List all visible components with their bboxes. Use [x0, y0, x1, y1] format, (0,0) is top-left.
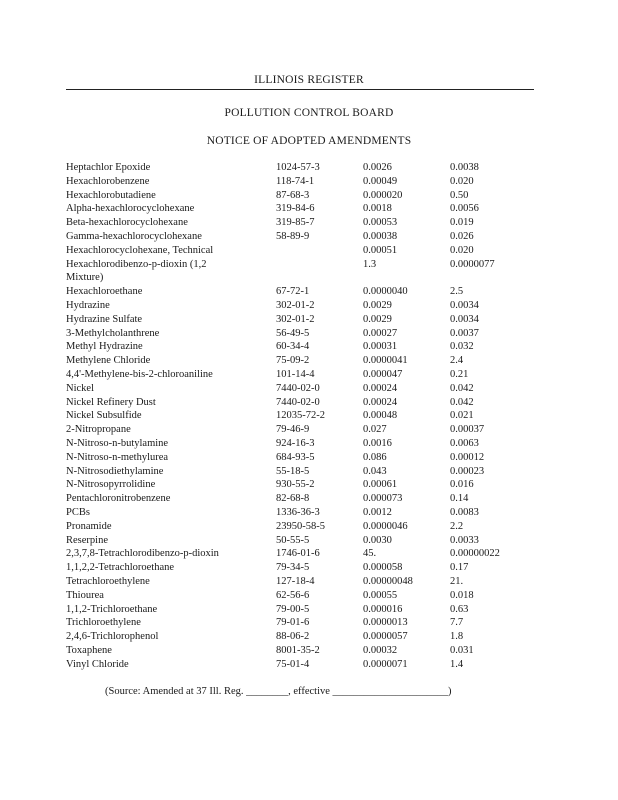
- value-column-2: 0.032: [450, 341, 474, 353]
- table-row: [66, 396, 546, 410]
- cas-number: 8001-35-2: [276, 644, 320, 656]
- cas-number: 75-09-2: [276, 355, 310, 367]
- cas-number: 319-84-6: [276, 203, 315, 215]
- value-column-2: 0.00012: [450, 451, 485, 463]
- chemical-name: 3-Methylcholanthrene: [66, 327, 160, 339]
- table-row: [66, 451, 546, 465]
- chemical-name: PCBs: [66, 506, 90, 518]
- cas-number: 82-68-8: [276, 493, 310, 505]
- cas-number: 79-01-6: [276, 617, 310, 629]
- value-column-2: 2.4: [450, 355, 464, 367]
- value-column-1: 0.00049: [363, 175, 398, 187]
- chemical-name: Mixture): [66, 272, 104, 284]
- chemical-name: Beta-hexachlorocyclohexane: [66, 217, 188, 229]
- register-title: ILLINOIS REGISTER: [254, 74, 364, 86]
- table-row: [66, 520, 546, 534]
- table-row: [66, 547, 546, 561]
- value-column-2: 7.7: [450, 617, 464, 629]
- table-row: [66, 313, 546, 327]
- value-column-1: 0.00032: [363, 644, 398, 656]
- table-row: [66, 368, 546, 382]
- value-column-1: 1.3: [363, 258, 377, 270]
- cas-number: 58-89-9: [276, 230, 310, 242]
- table-row: [66, 616, 546, 630]
- value-column-1: 0.0012: [363, 506, 392, 518]
- value-column-1: [363, 271, 450, 285]
- value-column-2: 0.020: [450, 244, 474, 256]
- cas-number: [276, 244, 363, 258]
- table-row: [66, 340, 546, 354]
- value-column-1: 0.0030: [363, 534, 392, 546]
- table-row: [66, 423, 546, 437]
- table-row: [66, 644, 546, 658]
- value-column-2: 0.21: [450, 368, 469, 380]
- value-column-2: 0.021: [450, 410, 474, 422]
- value-column-1: 0.086: [363, 451, 387, 463]
- cas-number: 302-01-2: [276, 299, 315, 311]
- cas-number: 7440-02-0: [276, 396, 320, 408]
- value-column-2: 1.8: [450, 631, 464, 643]
- value-column-1: 0.00024: [363, 382, 398, 394]
- value-column-2: 0.14: [450, 493, 469, 505]
- table-row: [66, 465, 546, 479]
- chemical-name: 2,3,7,8-Tetrachlorodibenzo-p-dioxin: [66, 548, 219, 560]
- value-column-2: 0.031: [450, 644, 474, 656]
- table-row: [66, 630, 546, 644]
- value-column-2: [450, 271, 546, 285]
- table-row: [66, 285, 546, 299]
- cas-number: 101-14-4: [276, 368, 315, 380]
- value-column-1: 0.0029: [363, 313, 392, 325]
- chemical-table: [66, 161, 546, 671]
- value-column-1: 0.0026: [363, 162, 392, 173]
- table-row: [66, 603, 546, 617]
- table-row: [66, 202, 546, 216]
- value-column-1: 0.027: [363, 424, 387, 436]
- table-row: [66, 258, 546, 272]
- table-row: [66, 658, 546, 672]
- value-column-1: 0.0018: [363, 203, 392, 215]
- chemical-name: Heptachlor Epoxide: [66, 162, 151, 173]
- table-row: [66, 244, 546, 258]
- value-column-1: 0.00000048: [363, 575, 413, 587]
- value-column-1: 0.0016: [363, 437, 392, 449]
- value-column-2: 0.0083: [450, 506, 479, 518]
- chemical-name: 1,1,2,2-Tetrachloroethane: [66, 562, 175, 574]
- table-row: [66, 409, 546, 423]
- chemical-name: Trichloroethylene: [66, 617, 141, 629]
- cas-number: 50-55-5: [276, 534, 310, 546]
- value-column-2: 0.00000022: [450, 548, 500, 560]
- chemical-name: Hexachlorocyclohexane, Technical: [66, 244, 214, 256]
- value-column-1: 45.: [363, 548, 377, 560]
- chemical-name: Vinyl Chloride: [66, 658, 129, 670]
- cas-number: 79-46-9: [276, 424, 310, 436]
- value-column-1: 0.043: [363, 465, 387, 477]
- value-column-1: 0.0029: [363, 299, 392, 311]
- chemical-name: 1,1,2-Trichloroethane: [66, 603, 158, 615]
- value-column-2: 0.0038: [450, 162, 479, 173]
- value-column-2: 0.0034: [450, 299, 479, 311]
- chemical-name: Alpha-hexachlorocyclohexane: [66, 203, 195, 215]
- chemical-name: Gamma-hexachlorocyclohexane: [66, 230, 202, 242]
- value-column-2: 0.0033: [450, 534, 479, 546]
- chemical-name: N-Nitrosopyrrolidine: [66, 479, 156, 491]
- table-row: [66, 175, 546, 189]
- value-column-1: 0.0000057: [363, 631, 408, 643]
- chemical-name: Hydrazine Sulfate: [66, 313, 143, 325]
- value-column-2: 21.: [450, 575, 464, 587]
- chemical-name: 2-Nitropropane: [66, 424, 131, 436]
- value-column-1: 0.0000041: [363, 355, 408, 367]
- value-column-2: 0.026: [450, 230, 474, 242]
- chemical-name: Hydrazine: [66, 299, 110, 311]
- chemical-name: Hexachlorobenzene: [66, 175, 150, 187]
- cas-number: 684-93-5: [276, 451, 315, 463]
- value-column-2: 0.020: [450, 175, 474, 187]
- value-column-2: 0.019: [450, 217, 474, 229]
- value-column-1: 0.00051: [363, 244, 398, 256]
- value-column-2: 0.50: [450, 189, 469, 201]
- cas-number: 118-74-1: [276, 175, 315, 187]
- cas-number: 60-34-4: [276, 341, 310, 353]
- value-column-2: 0.00023: [450, 465, 485, 477]
- value-column-2: 0.042: [450, 382, 474, 394]
- cas-number: 12035-72-2: [276, 410, 325, 422]
- value-column-1: 0.00038: [363, 230, 398, 242]
- value-column-2: 0.00037: [450, 424, 485, 436]
- cas-number: 88-06-2: [276, 631, 310, 643]
- value-column-2: 0.018: [450, 589, 474, 601]
- table-row: [66, 354, 546, 368]
- cas-number: 55-18-5: [276, 465, 310, 477]
- cas-number: 56-49-5: [276, 327, 310, 339]
- chemical-name: Nickel Refinery Dust: [66, 396, 156, 408]
- chemical-name: Pentachloronitrobenzene: [66, 493, 171, 505]
- chemical-name: Hexachlorobutadiene: [66, 189, 156, 201]
- cas-number: 23950-58-5: [276, 520, 325, 532]
- table-row: [66, 561, 546, 575]
- table-row: [66, 230, 546, 244]
- table-row: [66, 327, 546, 341]
- chemical-name: Nickel Subsulfide: [66, 410, 142, 422]
- table-row: [66, 534, 546, 548]
- cas-number: 79-34-5: [276, 562, 310, 574]
- chemical-name: Methyl Hydrazine: [66, 341, 143, 353]
- cas-number: 127-18-4: [276, 575, 315, 587]
- value-column-2: 2.5: [450, 286, 464, 298]
- cas-number: 87-68-3: [276, 189, 310, 201]
- table-row: [66, 437, 546, 451]
- table-row: [66, 299, 546, 313]
- table-row: [66, 216, 546, 230]
- table-row: [66, 161, 546, 175]
- cas-number: 924-16-3: [276, 437, 315, 449]
- value-column-2: 0.17: [450, 562, 469, 574]
- value-column-1: 0.000020: [363, 189, 403, 201]
- chemical-name: Reserpine: [66, 534, 108, 546]
- table-row: [66, 506, 546, 520]
- value-column-1: 0.00027: [363, 327, 398, 339]
- cas-number: 930-55-2: [276, 479, 315, 491]
- chemical-name: N-Nitrosodiethylamine: [66, 465, 164, 477]
- table-row: [66, 478, 546, 492]
- cas-number: 67-72-1: [276, 286, 310, 298]
- table-row: [66, 189, 546, 203]
- value-column-1: 0.00055: [363, 589, 398, 601]
- value-column-2: 0.0037: [450, 327, 479, 339]
- value-column-1: 0.00061: [363, 479, 398, 491]
- cas-number: 62-56-6: [276, 589, 310, 601]
- chemical-name: Hexachlorodibenzo-p-dioxin (1,2: [66, 258, 207, 270]
- cas-number: 1336-36-3: [276, 506, 320, 518]
- chemical-name: Toxaphene: [66, 644, 112, 656]
- value-column-1: 0.000016: [363, 603, 403, 615]
- chemical-name: 4,4'-Methylene-bis-2-chloroaniline: [66, 368, 213, 380]
- source-note: (Source: Amended at 37 Ill. Reg. ________, effective ______________________): [105, 686, 452, 697]
- value-column-1: 0.0000046: [363, 520, 408, 532]
- value-column-1: 0.0000013: [363, 617, 408, 629]
- cas-number: 75-01-4: [276, 658, 310, 670]
- chemical-name: Nickel: [66, 382, 94, 394]
- header-rule: [66, 89, 534, 90]
- value-column-2: 0.63: [450, 603, 469, 615]
- cas-number: 7440-02-0: [276, 382, 320, 394]
- chemical-name: N-Nitroso-n-methylurea: [66, 451, 169, 463]
- chemical-name: Methylene Chloride: [66, 355, 151, 367]
- cas-number: 79-00-5: [276, 603, 310, 615]
- chemical-name: Pronamide: [66, 520, 112, 532]
- chemical-name: Thiourea: [66, 589, 104, 601]
- cas-number: [276, 271, 363, 285]
- value-column-1: 0.00048: [363, 410, 398, 422]
- value-column-2: 1.4: [450, 658, 464, 670]
- cas-number: 1024-57-3: [276, 162, 320, 173]
- chemical-name: Tetrachloroethylene: [66, 575, 150, 587]
- cas-number: 302-01-2: [276, 313, 315, 325]
- value-column-1: 0.000073: [363, 493, 403, 505]
- value-column-1: 0.00031: [363, 341, 398, 353]
- value-column-1: 0.000047: [363, 368, 403, 380]
- cas-number: 319-85-7: [276, 217, 315, 229]
- value-column-2: 2.2: [450, 520, 464, 532]
- value-column-2: 0.0063: [450, 437, 479, 449]
- cas-number: [276, 258, 363, 272]
- chemical-name: N-Nitroso-n-butylamine: [66, 437, 169, 449]
- value-column-1: 0.0000071: [363, 658, 408, 670]
- notice-title: NOTICE OF ADOPTED AMENDMENTS: [206, 135, 412, 147]
- value-column-1: 0.0000040: [363, 286, 408, 298]
- chemical-name: 2,4,6-Trichlorophenol: [66, 631, 159, 643]
- value-column-1: 0.00024: [363, 396, 398, 408]
- table-row: [66, 492, 546, 506]
- value-column-1: 0.00053: [363, 217, 398, 229]
- value-column-2: 0.0000077: [450, 258, 495, 270]
- value-column-2: 0.0034: [450, 313, 479, 325]
- chemical-name: Hexachloroethane: [66, 286, 143, 298]
- value-column-2: 0.016: [450, 479, 474, 491]
- table-row: [66, 271, 546, 285]
- board-title: POLLUTION CONTROL BOARD: [224, 107, 394, 119]
- value-column-2: 0.042: [450, 396, 474, 408]
- value-column-2: 0.0056: [450, 203, 479, 215]
- table-row: [66, 589, 546, 603]
- table-row: [66, 382, 546, 396]
- value-column-1: 0.000058: [363, 562, 403, 574]
- cas-number: 1746-01-6: [276, 548, 320, 560]
- table-row: [66, 575, 546, 589]
